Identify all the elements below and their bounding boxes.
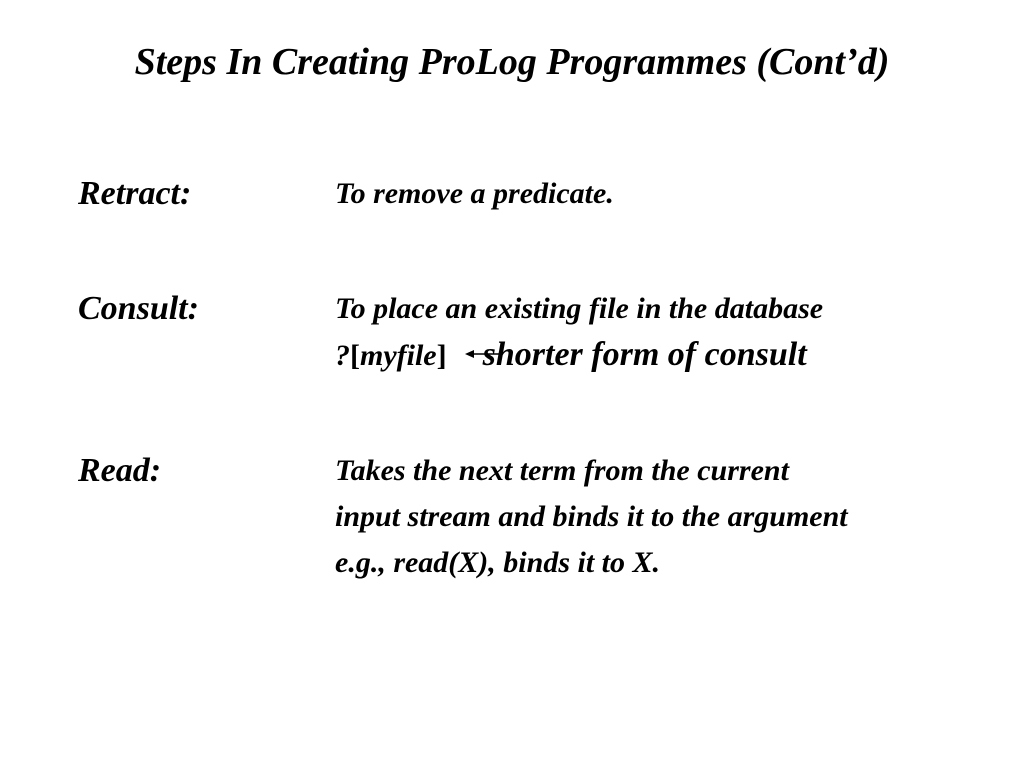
query-prompt: ? xyxy=(335,339,350,372)
term-read: Read: xyxy=(78,452,162,489)
open-bracket: [ xyxy=(350,339,360,372)
description-retract xyxy=(335,171,614,217)
description-read xyxy=(335,448,848,586)
term-retract: Retract: xyxy=(78,175,192,212)
description-line: To remove a predicate. xyxy=(335,177,614,210)
description-line: To place an existing file in the database xyxy=(335,292,824,325)
description-line: input stream and binds it to the argument xyxy=(335,500,848,533)
example-filename: myfile xyxy=(360,339,437,372)
slide-title: Steps In Creating ProLog Programmes (Cont’d) xyxy=(134,41,890,83)
description-consult xyxy=(335,286,823,379)
consult-note: shorter form of consult xyxy=(482,336,807,373)
description-line: e.g., read(X), binds it to X. xyxy=(335,546,661,579)
consult-example xyxy=(335,332,823,379)
term-consult: Consult: xyxy=(78,290,199,327)
close-bracket: ] xyxy=(436,339,447,372)
description-line: Takes the next term from the current xyxy=(335,454,789,487)
